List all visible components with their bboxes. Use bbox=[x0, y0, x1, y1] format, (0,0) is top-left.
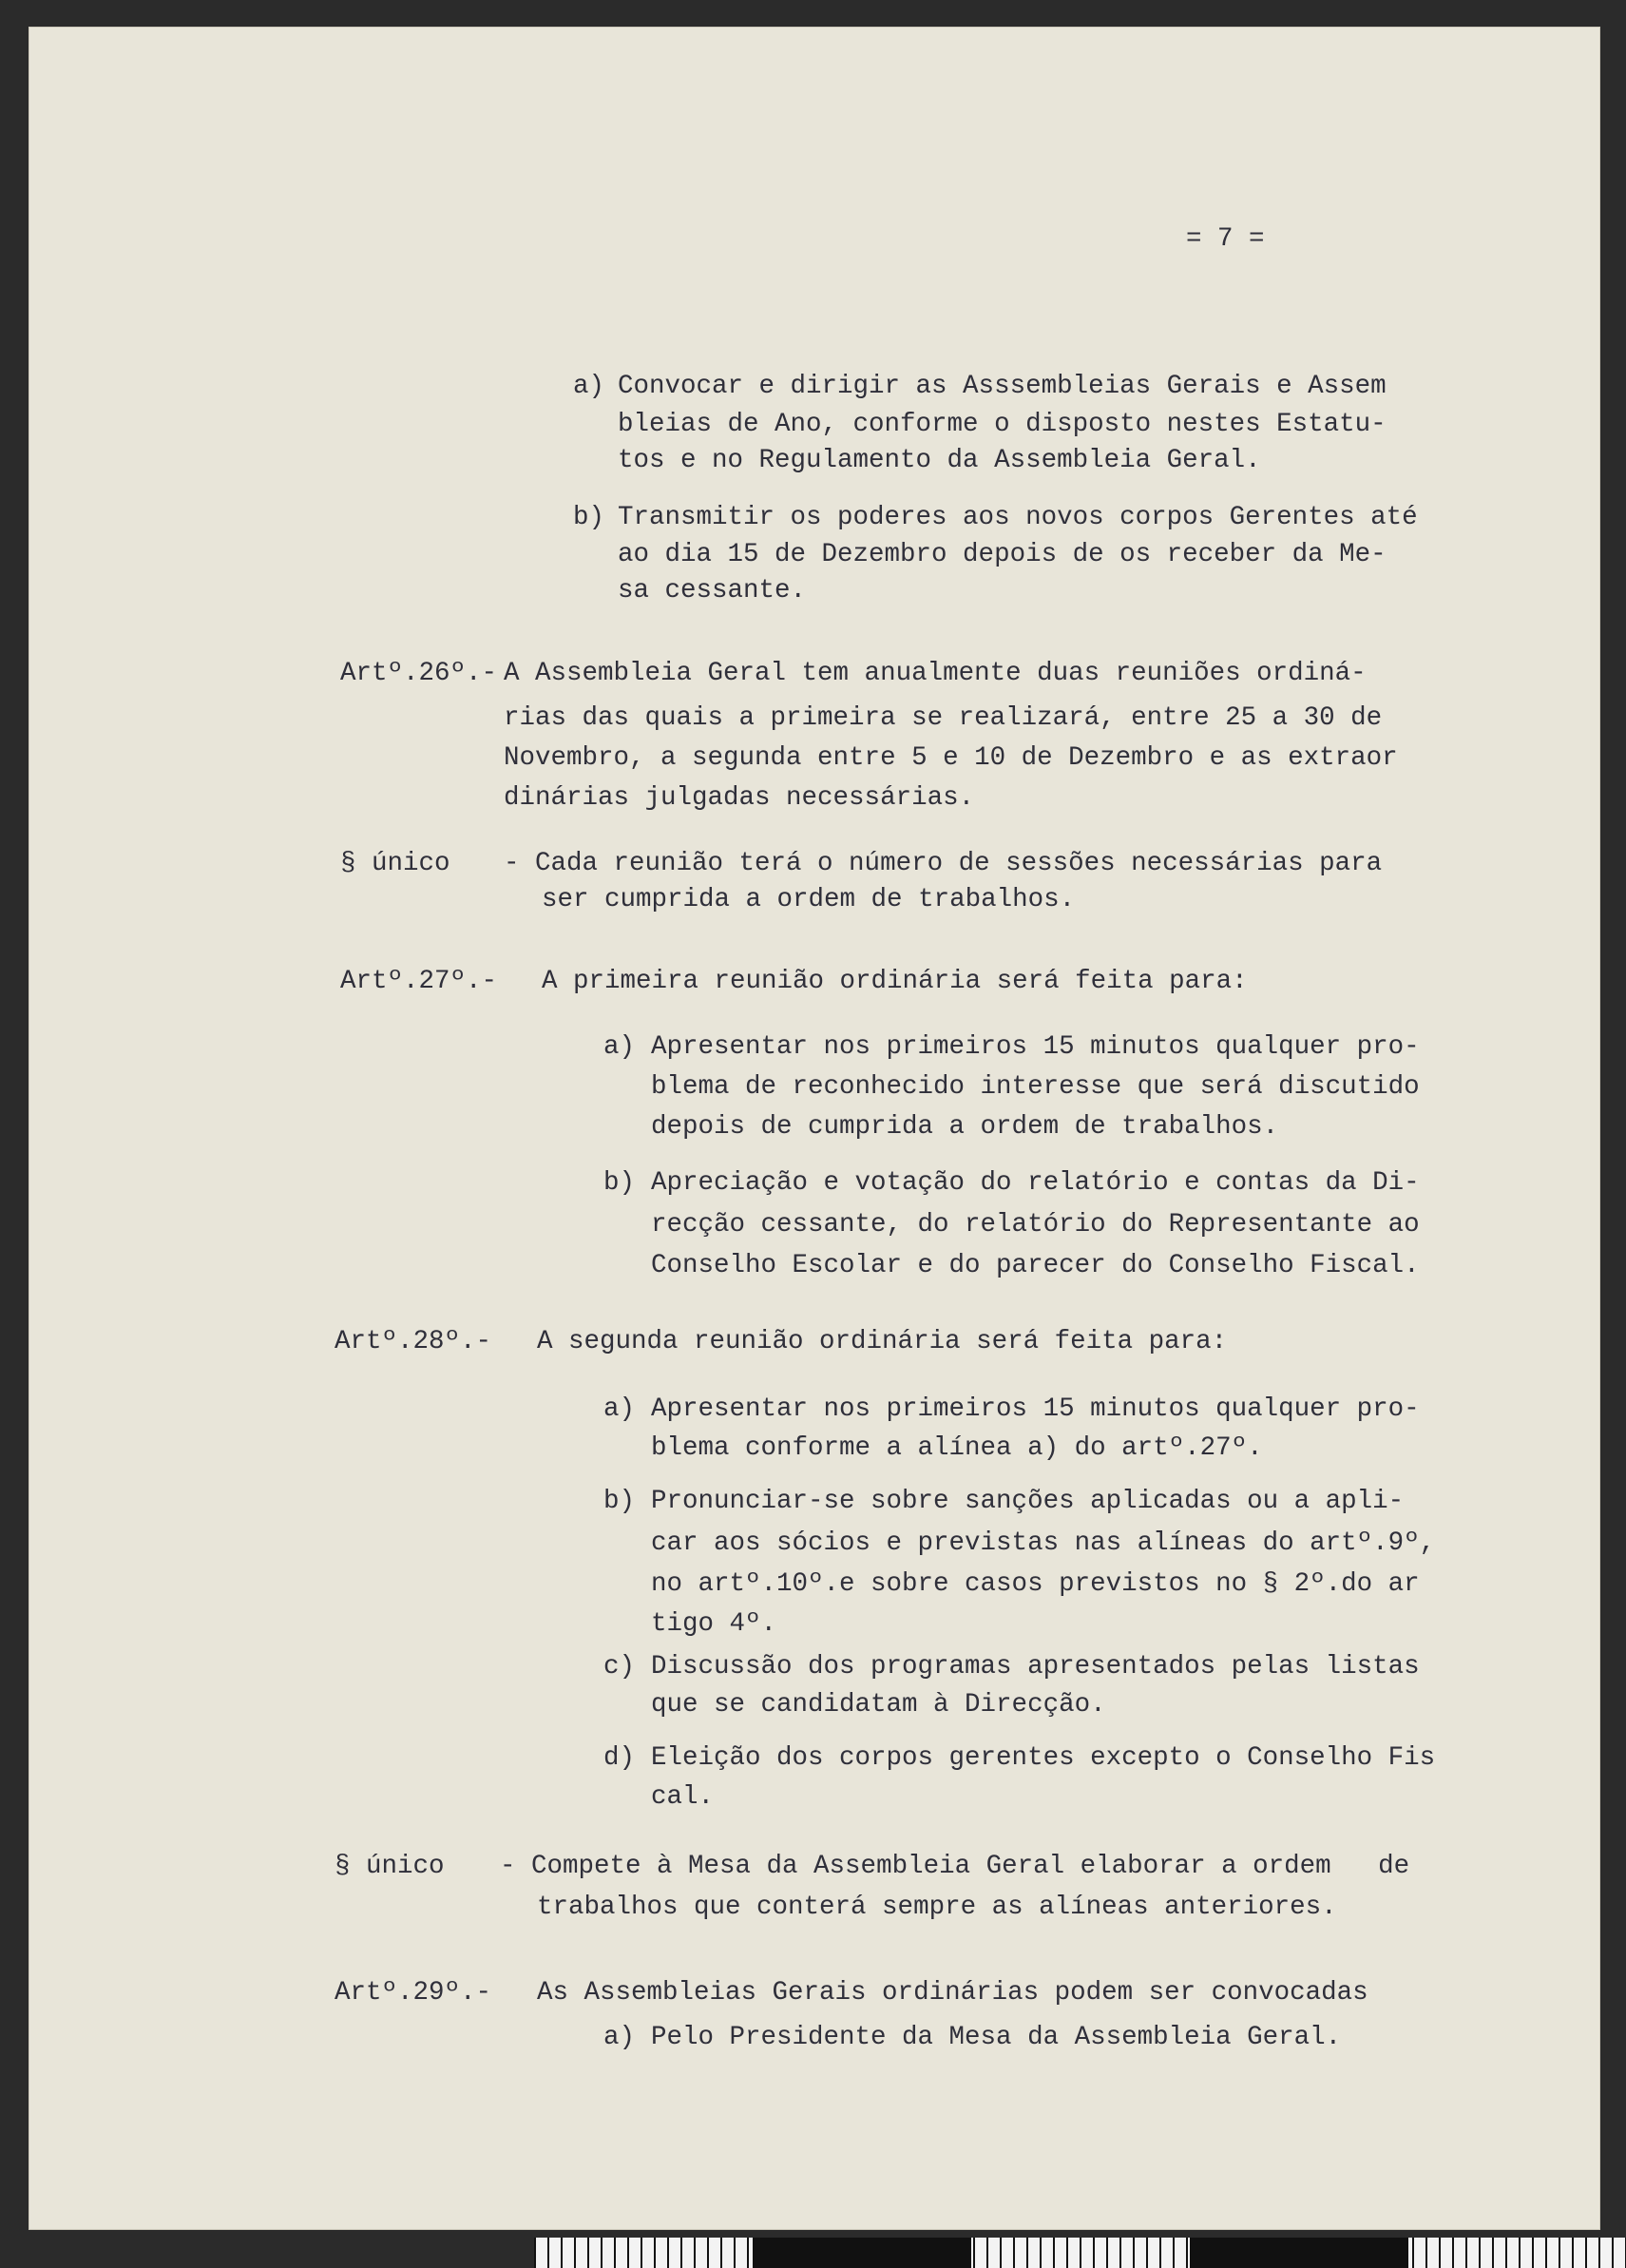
section-heading: § único bbox=[335, 1852, 445, 1881]
text-line: A Assembleia Geral tem anualmente duas reuniões ordiná- bbox=[504, 659, 1367, 688]
text-line: Pronunciar-se sobre sanções aplicadas ou a apli- bbox=[651, 1487, 1405, 1516]
article-heading: Artº.28º.- bbox=[335, 1327, 492, 1356]
text-line: blema de reconhecido interesse que será discutido bbox=[651, 1072, 1420, 1102]
text-line: Discussão dos programas apresentados pelas listas bbox=[651, 1652, 1420, 1682]
ruler-segment bbox=[753, 2238, 971, 2268]
text-line: no artº.10º.e sobre casos previstos no § 2º.do ar bbox=[651, 1569, 1420, 1599]
alinea-label: b) bbox=[603, 1487, 636, 1516]
text-line: Pelo Presidente da Mesa da Assembleia Geral. bbox=[651, 2023, 1342, 2052]
section-heading: § único bbox=[340, 849, 450, 878]
text-line: Apresentar nos primeiros 15 minutos qualquer pro- bbox=[651, 1032, 1420, 1062]
scale-ruler bbox=[534, 2238, 1626, 2268]
text-line: rias das quais a primeira se realizará, entre 25 a 30 de bbox=[504, 703, 1383, 733]
text-line: depois de cumprida a ordem de trabalhos. bbox=[651, 1112, 1279, 1142]
text-line: Apresentar nos primeiros 15 minutos qualquer pro- bbox=[651, 1394, 1420, 1424]
alinea-label: a) bbox=[603, 2023, 636, 2052]
typed-page bbox=[29, 27, 1600, 2230]
article-heading: Artº.29º.- bbox=[335, 1978, 492, 2008]
text-line: bleias de Ano, conforme o disposto nestes Estatu- bbox=[618, 410, 1387, 439]
text-line: blema conforme a alínea a) do artº.27º. bbox=[651, 1433, 1263, 1463]
ruler-segment bbox=[1190, 2238, 1408, 2268]
text-line: sa cessante. bbox=[618, 576, 807, 605]
text-line: - Compete à Mesa da Assembleia Geral elaborar a ordem de bbox=[500, 1852, 1410, 1881]
article-heading: Artº.27º.- bbox=[340, 967, 498, 996]
ruler-segment bbox=[1408, 2238, 1626, 2268]
alinea-label: b) bbox=[573, 503, 605, 532]
text-line: Novembro, a segunda entre 5 e 10 de Dezembro e as extraor bbox=[504, 743, 1398, 773]
text-line: dinárias julgadas necessárias. bbox=[504, 783, 975, 813]
text-line: A primeira reunião ordinária será feita para: bbox=[542, 967, 1248, 996]
text-line: Conselho Escolar e do parecer do Conselho Fiscal. bbox=[651, 1251, 1420, 1280]
ruler-segment bbox=[534, 2238, 753, 2268]
article-heading: Artº.26º.- bbox=[340, 659, 498, 688]
text-line: ser cumprida a ordem de trabalhos. bbox=[542, 885, 1076, 914]
alinea-label: a) bbox=[603, 1394, 636, 1424]
text-line: ao dia 15 de Dezembro depois de os receber da Me- bbox=[618, 540, 1387, 569]
text-line: que se candidatam à Direcção. bbox=[651, 1690, 1106, 1720]
page-number: = 7 = bbox=[1186, 224, 1265, 254]
alinea-label: d) bbox=[603, 1743, 636, 1773]
text-line: recção cessante, do relatório do Representante ao bbox=[651, 1210, 1420, 1240]
ruler-segment bbox=[971, 2238, 1190, 2268]
text-line: Convocar e dirigir as Asssembleias Gerais e Assem bbox=[618, 372, 1387, 401]
text-line: tos e no Regulamento da Assembleia Geral. bbox=[618, 446, 1261, 475]
text-line: - Cada reunião terá o número de sessões necessárias para bbox=[504, 849, 1383, 878]
text-line: tigo 4º. bbox=[651, 1609, 777, 1639]
document-body bbox=[29, 27, 1600, 2230]
text-line: As Assembleias Gerais ordinárias podem ser convocadas bbox=[537, 1978, 1368, 2008]
text-line: trabalhos que conterá sempre as alíneas anteriores. bbox=[537, 1893, 1337, 1922]
text-line: A segunda reunião ordinária será feita para: bbox=[537, 1327, 1228, 1356]
alinea-label: b) bbox=[603, 1168, 636, 1198]
alinea-label: a) bbox=[603, 1032, 636, 1062]
alinea-label: a) bbox=[573, 372, 605, 401]
text-line: Eleição dos corpos gerentes excepto o Conselho Fis bbox=[651, 1743, 1436, 1773]
text-line: Apreciação e votação do relatório e contas da Di- bbox=[651, 1168, 1420, 1198]
text-line: cal. bbox=[651, 1782, 715, 1812]
text-line: Transmitir os poderes aos novos corpos Gerentes até bbox=[618, 503, 1418, 532]
text-line: car aos sócios e previstas nas alíneas do artº.9º, bbox=[651, 1528, 1436, 1558]
alinea-label: c) bbox=[603, 1652, 636, 1682]
